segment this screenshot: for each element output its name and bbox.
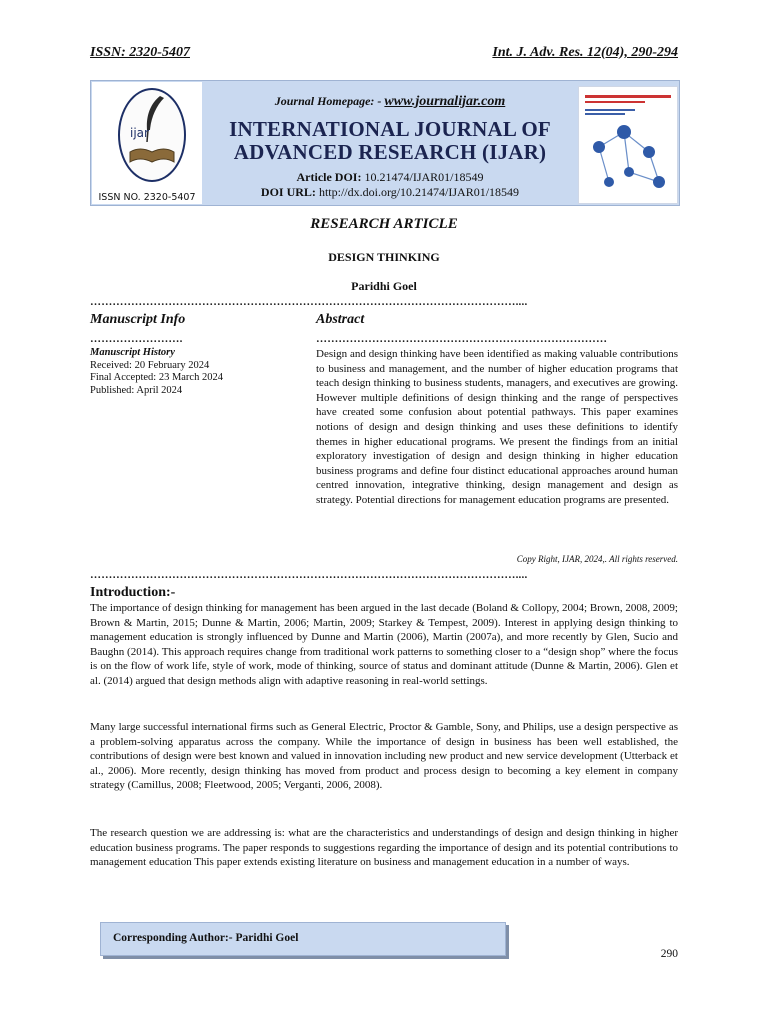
dotted-separator: …………………………………………………………………… bbox=[316, 333, 608, 345]
doi-url bbox=[205, 185, 575, 200]
journal-homepage bbox=[205, 94, 575, 110]
homepage-link[interactable]: www.journalijar.com bbox=[384, 94, 506, 109]
manuscript-info-heading: Manuscript Info bbox=[90, 312, 186, 327]
doi-url-link[interactable]: http://dx.doi.org/10.21474/IJAR01/18549 bbox=[318, 185, 520, 199]
journal-cover-thumbnail bbox=[578, 86, 678, 204]
dotted-separator: …………………………………………………………………………………………………….... bbox=[90, 569, 528, 581]
introduction-heading: Introduction:- bbox=[90, 585, 176, 600]
abstract-heading: Abstract bbox=[316, 312, 365, 327]
doi-label: Article DOI: bbox=[296, 170, 362, 184]
logo-wordmark: ijar bbox=[130, 126, 149, 140]
published-date: Published: April 2024 bbox=[90, 384, 183, 396]
header-issn: ISSN: 2320-5407 bbox=[90, 45, 190, 60]
dotted-separator: ……………………. bbox=[90, 333, 183, 345]
doi-url-label: DOI URL: bbox=[260, 185, 316, 199]
accepted-date: Final Accepted: 23 March 2024 bbox=[90, 372, 223, 383]
article-type: RESEARCH ARTICLE bbox=[310, 216, 458, 232]
manuscript-history bbox=[90, 347, 300, 397]
intro-paragraph-2: Many large successful international firms such as General Electric, Proctor & Gamble, Sony, and Philips, use a design perspective as a problem-solving apparatus across the company. While the importance of design in business has been well established, the contributions of design were best known and valued in innovation including new product and new service development (Utterback et al., 2006). More recently, design thinking has moved from product and process design to becoming a key element in company strategy (Camillus, 2008; Fleetwood, 2005; Verganti, 2006, 2008). bbox=[90, 721, 678, 792]
article-title: DESIGN THINKING bbox=[328, 250, 440, 264]
logo-issn: ISSN NO. 2320-5407 bbox=[98, 192, 196, 203]
corresponding-author-box bbox=[100, 922, 506, 956]
received-date: Received: 20 February 2024 bbox=[90, 359, 210, 371]
doi-value: 10.21474/IJAR01/18549 bbox=[364, 170, 484, 184]
journal-title-line1: INTERNATIONAL JOURNAL OF bbox=[229, 117, 551, 141]
article-doi bbox=[205, 170, 575, 185]
homepage-label: Journal Homepage: - bbox=[274, 94, 385, 108]
molecule-cover-icon bbox=[579, 87, 677, 203]
intro-paragraph-3: The research question we are addressing is: what are the characteristics and understandings of design and design thinking in higher education business programs. The paper responds to suggestions regarding the importance of design and its potential contributions to management education This paper extends existing literature on business and management education in a number of ways. bbox=[90, 827, 678, 869]
article-author: Paridhi Goel bbox=[351, 279, 417, 293]
intro-paragraph-1: The importance of design thinking for management has been argued in the last decade (Boland & Collopy, 2004; Brown, 2008, 2009; Brown & Martin, 2015; Dunne & Martin, 2006; Martin, 2009; Starkey & Tempest, 2009). Interest in applying design thinking to management education is strongly influenced by Dunne and Martin (2006), Martin (2007a), and more recently by Glen, Sucio and Baughn (2014). This approach requires change from traditional work patterns to something closer to a “design shop” where the focus is on the flow of work life, style of work, mode of thinking, source of status and dominant attitude (Dunne & Martin, 2006). Glen et al. (2014) argued that design methods align with adaptive reasoning in real-world settings. bbox=[90, 602, 678, 687]
logo-emblem bbox=[118, 88, 186, 182]
doi-block bbox=[205, 170, 575, 200]
journal-logo bbox=[92, 82, 202, 204]
journal-title-line2: ADVANCED RESEARCH (IJAR) bbox=[233, 140, 547, 164]
corresponding-author: Corresponding Author:- Paridhi Goel bbox=[113, 932, 299, 944]
manuscript-history-label: Manuscript History bbox=[90, 347, 175, 358]
dotted-separator: …………………………………………………………………………………………………….... bbox=[90, 296, 528, 308]
header-citation: Int. J. Adv. Res. 12(04), 290-294 bbox=[492, 45, 678, 60]
page-number: 290 bbox=[660, 948, 678, 960]
copyright-notice: Copy Right, IJAR, 2024,. All rights reserved. bbox=[516, 554, 678, 564]
abstract-text: Design and design thinking have been identified as making valuable contributions to business and management, and the number of higher education programs that teach design thinking to business students, managers, and executives are growing. However multiple definitions of design thinking and the range of perspectives have created some confusion about potential pathways. This paper examines notions of design and design thinking and uses these definitions to identify themes in higher educational programs. We present the findings from an initial exploratory investigation of design and design thinking in higher education business programs and define four distinct educational approaches around human centred innovation, integrative thinking, design management and design as strategy. Potential directions for management education programs are presented. bbox=[316, 348, 678, 506]
journal-title bbox=[205, 118, 575, 164]
